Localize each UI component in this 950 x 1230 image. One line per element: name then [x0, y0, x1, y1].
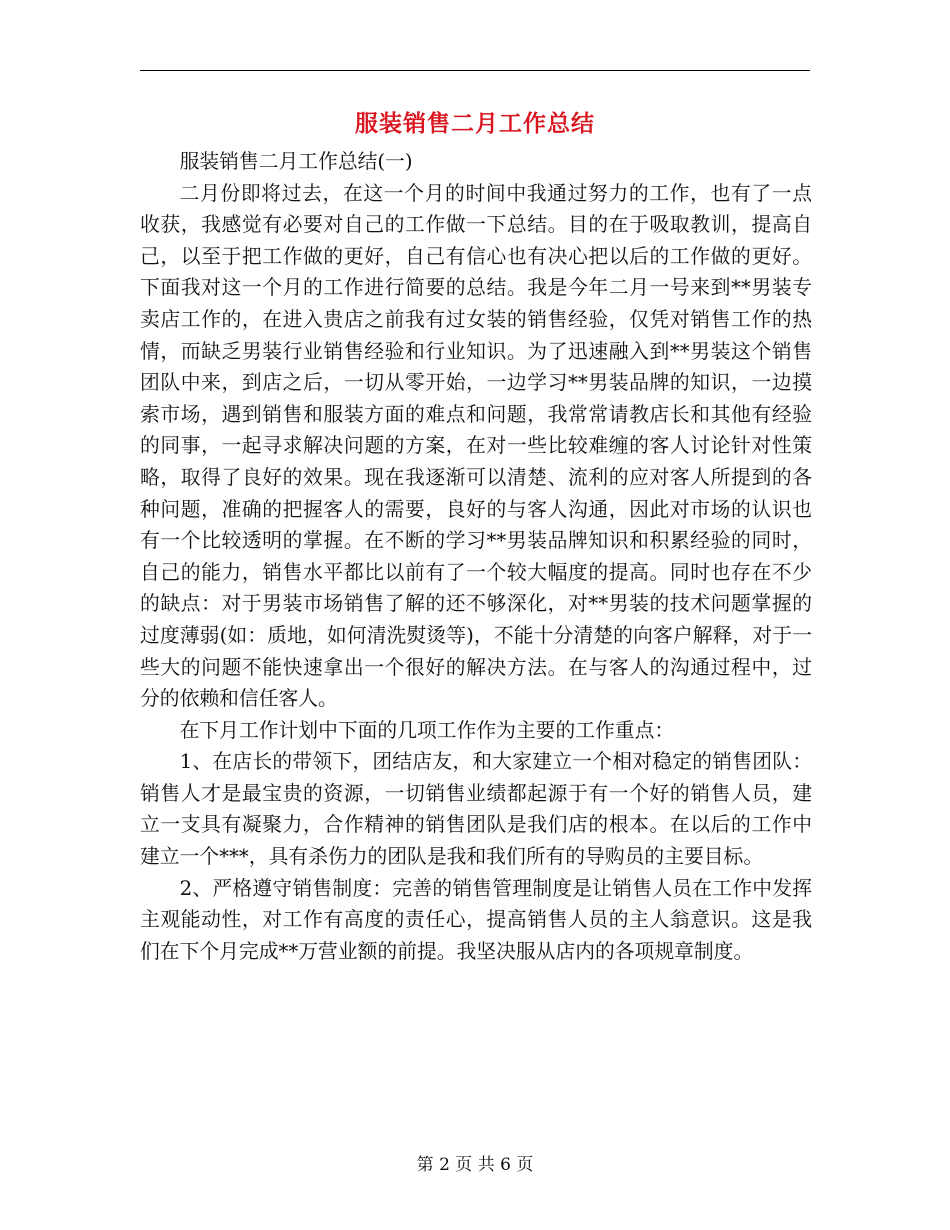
- document-title: 服装销售二月工作总结: [355, 111, 595, 137]
- paragraph-plan-intro: 在下月工作计划中下面的几项工作作为主要的工作重点：: [179, 718, 675, 742]
- page-number: 第 2 页 共 6 页: [416, 1155, 534, 1175]
- paragraph-plan-item-2: 2、严格遵守销售制度：完善的销售管理制度是让销售人员在工作中发挥主观能动性，对工作有高度的责任心，提高销售人员的主人翁意识。这是我们在下个月完成**万营业额的前提。我坚决服从店内的各项规章制度。: [140, 876, 812, 963]
- paragraph-summary: 二月份即将过去，在这一个月的时间中我通过努力的工作，也有了一点收获，我感觉有必要对自己的工作做一下总结。目的在于吸取教训，提高自己，以至于把工作做的更好，自己有信心也有决心把以后的工作做的更好。下面我对这一个月的工作进行简要的总结。我是今年二月一号来到**男装专卖店工作的，在进入贵店之前我有过女装的销售经验，仅凭对销售工作的热情，而缺乏男装行业销售经验和行业知识。为了迅速融入到**男装这个销售团队中来，到店之后，一切从零开始，一边学习**男装品牌的知识，一边摸索市场，遇到销售和服装方面的难点和问题，我常常请教店长和其他有经验的同事，一起寻求解决问题的方案，在对一些比较难缠的客人讨论针对性策略，取得了良好的效果。现在我逐渐可以清楚、流利的应对客人所提到的各种问题，准确的把握客人的需要，良好的与客人沟通，因此对市场的认识也有一个比较透明的掌握。在不断的学习**男装品牌知识和积累经验的同时，自己的能力，销售水平都比以前有了一个较大幅度的提高。同时也存在不少的缺点：对于男装市场销售了解的还不够深化，对**男装的技术问题掌握的过度薄弱(如：质地，如何清洗熨烫等)，不能十分清楚的向客户解释，对于一些大的问题不能快速拿出一个很好的解决方法。在与客人的沟通过程中，过分的依赖和信任客人。: [140, 181, 812, 711]
- document-body: [140, 146, 812, 967]
- header-rule: [140, 70, 810, 71]
- paragraph-plan-item-1: 1、在店长的带领下，团结店友，和大家建立一个相对稳定的销售团队：销售人才是最宝贵的资源，一切销售业绩都起源于有一个好的销售人员，建立一支具有凝聚力，合作精神的销售团队是我们店的根本。在以后的工作中建立一个***，具有杀伤力的团队是我和我们所有的导购员的主要目标。: [140, 750, 812, 869]
- section-heading: 服装销售二月工作总结(一): [179, 150, 413, 173]
- page-footer: [0, 1153, 950, 1177]
